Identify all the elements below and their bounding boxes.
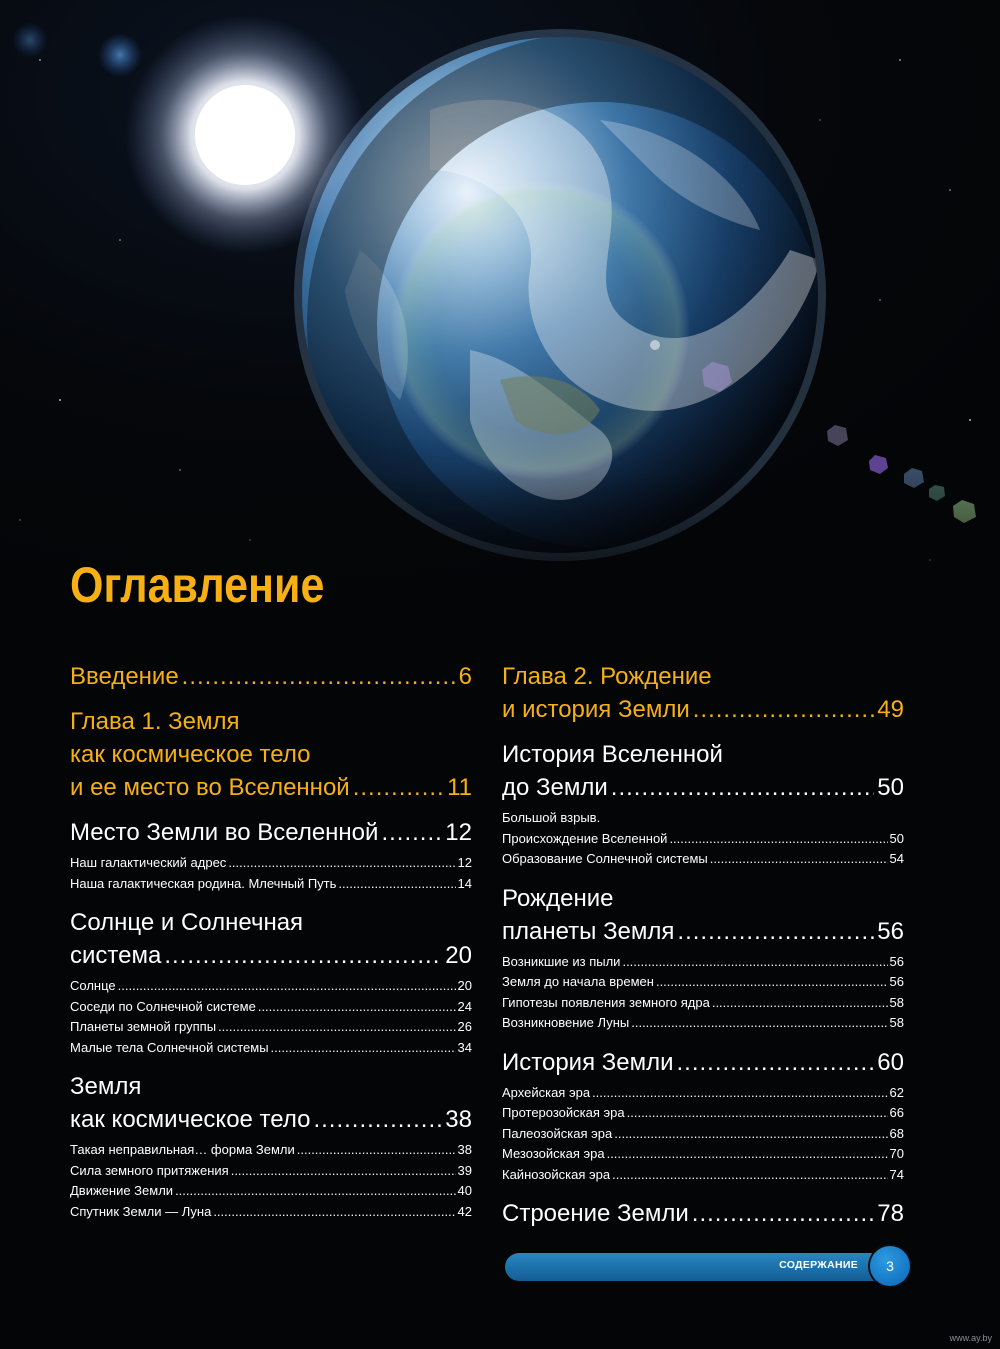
dot-leader: [338, 874, 455, 895]
page-ref: 20: [457, 978, 472, 993]
dot-leader: [218, 1017, 455, 1038]
page-ref: 14: [457, 875, 472, 891]
page-number: 3: [886, 1258, 894, 1274]
dot-leader: [607, 1144, 888, 1165]
section-heading-line[interactable]: [502, 882, 904, 915]
subsection-item[interactable]: [502, 1083, 904, 1104]
subsection-item[interactable]: [70, 1161, 472, 1182]
dot-leader: [612, 1165, 887, 1186]
chapter-title: Глава 1. Земля: [70, 708, 240, 735]
subsection-title: Кайнозойская эра: [502, 1166, 611, 1182]
section-block: [70, 816, 472, 894]
section-title: Строение Земли: [502, 1200, 689, 1227]
section-heading-line[interactable]: [70, 906, 472, 939]
subsection-item[interactable]: [70, 976, 472, 997]
subsection-title: Возникшие из пыли: [502, 953, 621, 969]
subsection-item[interactable]: [70, 1017, 472, 1038]
chapter-block: [502, 660, 904, 726]
section-heading-line[interactable]: [502, 771, 904, 804]
dot-leader: [164, 939, 442, 972]
section-block: [502, 882, 904, 1034]
page-number-badge: [870, 1246, 910, 1286]
subsection-list: [70, 1140, 472, 1222]
page-ref: 54: [889, 851, 904, 866]
subsection-title: Происхождение Вселенной: [502, 830, 668, 846]
dot-leader: [271, 1038, 456, 1059]
page-ref: 60: [877, 1048, 904, 1076]
chapter-block: [70, 705, 472, 804]
section-heading-line[interactable]: [502, 738, 904, 771]
section-heading-line[interactable]: [70, 1070, 472, 1103]
section-heading-line[interactable]: [70, 1103, 472, 1136]
dot-leader: [677, 915, 874, 948]
subsection-item[interactable]: [70, 1181, 472, 1202]
dot-leader: [627, 1103, 888, 1124]
subsection-title: Спутник Земли — Луна: [70, 1203, 212, 1219]
page-ref: 39: [457, 1162, 472, 1178]
chapter-heading-line[interactable]: [70, 660, 472, 693]
dot-leader: [677, 1046, 875, 1079]
dot-leader: [611, 771, 875, 804]
chapter-title: и ее место во Вселенной: [70, 774, 350, 801]
dot-leader: [175, 1181, 455, 1202]
subsection-item[interactable]: [70, 1140, 472, 1161]
chapter-title: и история Земли: [502, 696, 690, 723]
subsection-list: [70, 976, 472, 1058]
subsection-title: Сила земного притяжения: [70, 1162, 229, 1178]
dot-leader: [182, 660, 456, 693]
page-ref: 50: [877, 774, 904, 801]
page-ref: 38: [445, 1106, 472, 1133]
toc-left-column: [70, 660, 472, 1234]
page-ref: 12: [457, 855, 472, 870]
section-block: [502, 738, 904, 870]
subsection-title: Земля до начала времен: [502, 974, 654, 989]
page-title: Оглавление: [70, 557, 325, 613]
subsection-title: Соседи по Солнечной системе: [70, 998, 256, 1014]
dot-leader: [592, 1083, 887, 1104]
chapter-block: [70, 660, 472, 693]
dot-leader: [228, 853, 455, 874]
subsection-item[interactable]: [502, 1013, 904, 1034]
page-ref: 42: [457, 1203, 472, 1219]
chapter-heading-line[interactable]: [70, 771, 472, 804]
subsection-title: Солнце: [70, 978, 116, 993]
page-ref: 56: [889, 953, 904, 969]
subsection-item[interactable]: [502, 1124, 904, 1145]
earth-space-image: [0, 0, 1000, 640]
dot-leader: [710, 849, 888, 870]
dot-leader: [353, 771, 444, 804]
subsection-item[interactable]: [70, 1038, 472, 1059]
section-title: планеты Земля: [502, 917, 675, 945]
dot-leader: [213, 1202, 455, 1223]
subsection-item[interactable]: [502, 972, 904, 993]
section-title: История Вселенной: [502, 741, 723, 768]
chapter-heading-line[interactable]: [70, 738, 472, 771]
dot-leader: [692, 1197, 875, 1230]
subsection-item[interactable]: [502, 808, 904, 829]
page-ref: 74: [889, 1166, 904, 1182]
section-title: История Земли: [502, 1048, 674, 1076]
section-heading-line[interactable]: [502, 915, 904, 948]
dot-leader: [622, 952, 887, 973]
section-title: до Земли: [502, 774, 608, 801]
subsection-list: [502, 808, 904, 870]
page-ref: 50: [889, 830, 904, 846]
subsection-item[interactable]: [70, 997, 472, 1018]
subsection-title: Архейская эра: [502, 1084, 591, 1100]
page-ref: 34: [457, 1039, 472, 1055]
subsection-title: Наш галактический адрес: [70, 855, 227, 870]
subsection-title: Гипотезы появления земного ядра: [502, 994, 710, 1010]
subsection-list: [502, 1083, 904, 1186]
subsection-title: Большой взрыв.: [502, 810, 601, 825]
dot-leader: [118, 976, 456, 997]
page-ref: 6: [458, 663, 472, 690]
subsection-title: Наша галактическая родина. Млечный Путь: [70, 875, 337, 891]
section-heading-line[interactable]: [70, 816, 472, 849]
subsection-item[interactable]: [70, 1202, 472, 1223]
subsection-item[interactable]: [502, 1103, 904, 1124]
subsection-title: Палеозойская эра: [502, 1125, 613, 1141]
page-ref: 62: [889, 1084, 904, 1100]
section-block: [70, 906, 472, 1058]
page-ref: 70: [889, 1146, 904, 1161]
page-ref: 78: [877, 1200, 904, 1227]
chapter-heading-line[interactable]: [502, 693, 904, 726]
subsection-item[interactable]: [70, 874, 472, 895]
subsection-item[interactable]: [502, 1165, 904, 1186]
page-ref: 68: [889, 1125, 904, 1141]
watermark: www.ay.by: [949, 1333, 992, 1343]
footer-bar: [505, 1253, 880, 1281]
subsection-list: [502, 952, 904, 1034]
page-ref: 56: [877, 917, 904, 945]
dot-leader: [693, 693, 875, 726]
section-heading-line[interactable]: [70, 939, 472, 972]
section-heading-line[interactable]: [502, 1046, 904, 1079]
dot-leader: [712, 993, 888, 1014]
page-ref: 49: [877, 696, 904, 723]
page-ref: 40: [457, 1183, 472, 1198]
dot-leader: [631, 1013, 887, 1034]
dot-leader: [297, 1140, 456, 1161]
subsection-title: Мезозойская эра: [502, 1146, 605, 1161]
page-ref: 58: [889, 994, 904, 1010]
subsection-title: Движение Земли: [70, 1183, 174, 1198]
section-title: Рождение: [502, 884, 614, 912]
chapter-heading-line[interactable]: [502, 660, 904, 693]
section-block: [502, 1046, 904, 1186]
page-ref: 26: [457, 1019, 472, 1034]
page-ref: 58: [889, 1015, 904, 1030]
dot-leader: [258, 997, 456, 1018]
section-title: как космическое тело: [70, 1106, 311, 1133]
subsection-item[interactable]: [502, 829, 904, 850]
chapter-title: Глава 2. Рождение: [502, 663, 712, 690]
chapter-heading-line[interactable]: [70, 705, 472, 738]
dot-leader: [614, 1124, 887, 1145]
page-ref: 56: [889, 974, 904, 989]
page-ref: 11: [447, 774, 472, 801]
page-ref: 12: [445, 819, 472, 846]
subsection-title: Такая неправильная… форма Земли: [70, 1142, 295, 1157]
page-ref: 66: [889, 1105, 904, 1120]
subsection-item[interactable]: [502, 993, 904, 1014]
chapter-title: Введение: [70, 663, 179, 690]
page-ref: 20: [445, 942, 472, 969]
page-ref: 38: [457, 1142, 472, 1157]
section-title: Место Земли во Вселенной: [70, 819, 379, 846]
subsection-item[interactable]: [502, 1144, 904, 1165]
section-heading-line[interactable]: [502, 1197, 904, 1230]
section-block: [502, 1197, 904, 1230]
subsection-title: Протерозойская эра: [502, 1105, 625, 1120]
dot-leader: [313, 1103, 442, 1136]
subsection-item[interactable]: [70, 853, 472, 874]
chapter-title: как космическое тело: [70, 741, 311, 768]
subsection-item[interactable]: [502, 849, 904, 870]
dot-leader: [656, 972, 888, 993]
subsection-title: Образование Солнечной системы: [502, 851, 708, 866]
subsection-title: Возникновение Луны: [502, 1015, 630, 1030]
dot-leader: [381, 816, 442, 849]
subsection-list: [70, 853, 472, 894]
dot-leader: [669, 829, 887, 850]
subsection-item[interactable]: [502, 952, 904, 973]
subsection-title: Малые тела Солнечной системы: [70, 1039, 269, 1055]
section-title: Солнце и Солнечная: [70, 909, 304, 936]
section-title: система: [70, 942, 162, 969]
section-block: [70, 1070, 472, 1222]
subsection-title: Планеты земной группы: [70, 1019, 217, 1034]
toc-right-column: [502, 660, 904, 1242]
dot-leader: [231, 1161, 456, 1182]
section-title: Земля: [70, 1073, 142, 1100]
page-ref: 24: [457, 998, 472, 1014]
footer-label: СОДЕРЖАНИЕ: [779, 1259, 858, 1271]
